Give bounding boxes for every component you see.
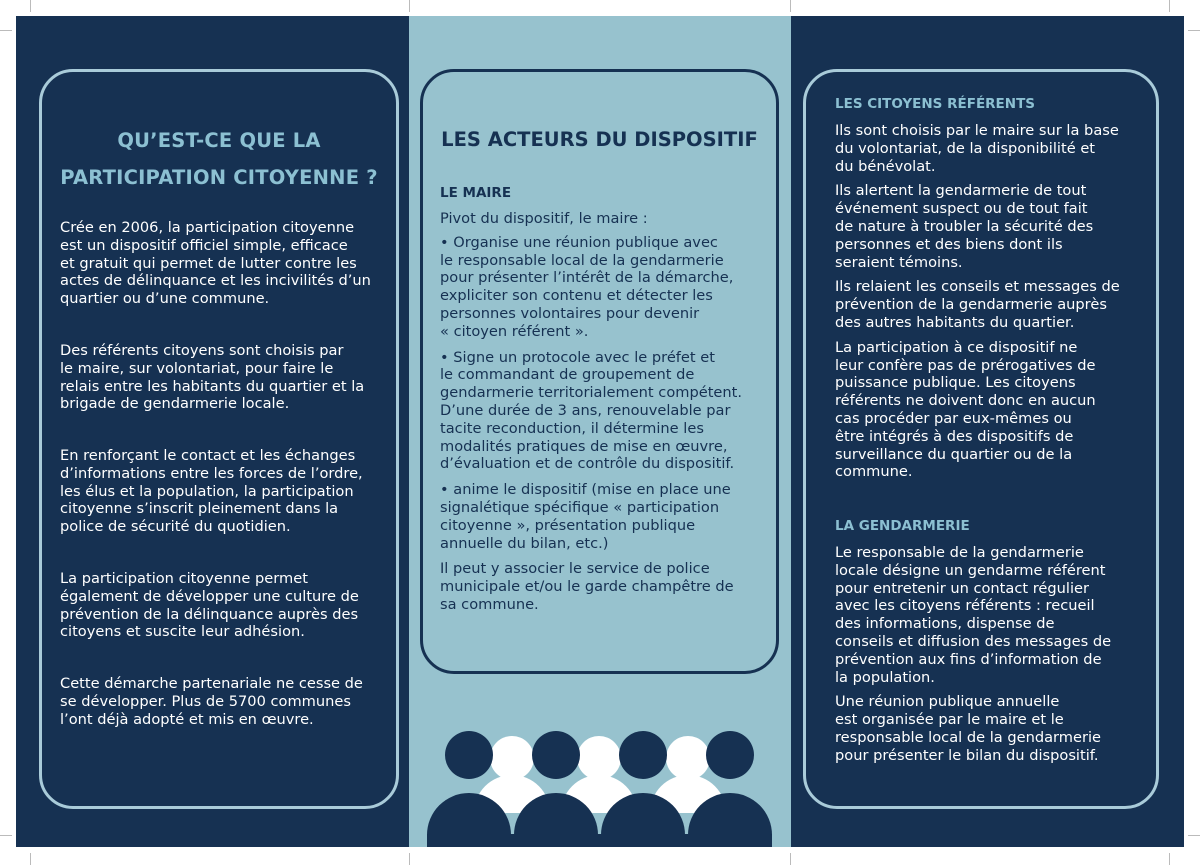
paragraph: Le responsable de la gendarmerie locale désigne un gendarme référent pour entretenir un contact régulier avec les citoyens référents : recueil des informations, dispense de conseils et diffusion des messages de prévention aux fins d’information de la population.: [835, 544, 1112, 686]
crop-mark: [790, 0, 791, 12]
page-title: [39, 122, 399, 196]
paragraph: Cette démarche partenariale ne cesse de se développer. Plus de 5700 communes l’ont déjà adopté et mis en œuvre.: [60, 675, 363, 728]
paragraph: Ils sont choisis par le maire sur la base du volontariat, de la disponibilité et du bénévolat.: [835, 122, 1119, 175]
panel-actors: [409, 16, 791, 847]
crop-mark: [30, 0, 31, 12]
crop-mark: [409, 0, 410, 12]
mayor-intro: Pivot du dispositif, le maire :: [440, 210, 648, 227]
paragraph: Crée en 2006, la participation citoyenne est un dispositif officiel simple, efficace et gratuit qui permet de lutter contre les actes de délinquance et les incivilités d’un quartier ou d’une commune.: [60, 219, 371, 308]
title-line: PARTICIPATION CITOYENNE ?: [60, 166, 378, 189]
intro-text: [60, 447, 390, 536]
crop-mark: [0, 30, 12, 31]
subhead-gendarmerie: LA GENDARMERIE: [835, 518, 970, 534]
crop-mark: [1169, 853, 1170, 865]
crop-mark: [790, 853, 791, 865]
crop-mark: [409, 853, 410, 865]
paragraph: Ils relaient les conseils et messages de prévention de la gendarmerie auprès des autres habitants du quartier.: [835, 278, 1120, 331]
list-item: • Signe un protocole avec le préfet et le commandant de groupement de gendarmerie territorialement compétent. D’une durée de 3 ans, renouvelable par tacite reconduction, il détermine les modalités pratiques de mise en œuvre, d’évaluation et de contrôle du dispositif.: [440, 348, 743, 473]
crowd-people-icon: [409, 727, 791, 847]
subhead-citizens: LES CITOYENS RÉFÉRENTS: [835, 96, 1036, 112]
back-row: [474, 736, 726, 813]
crop-mark: [0, 835, 12, 836]
gendarmerie-section: [835, 518, 1165, 765]
mayor-section: [440, 185, 772, 614]
list-item: • anime le dispositif (mise en place une signalétique spécifique « participation citoyenne », présentation publique annuelle du bilan, etc.): [440, 481, 731, 552]
intro-text: [60, 219, 390, 308]
section-title: LES ACTEURS DU DISPOSITIF: [441, 128, 758, 151]
paragraph: Une réunion publique annuelle est organisée par le maire et le responsable local de la gendarmerie pour présenter le bilan du dispositif.: [835, 693, 1102, 764]
crop-mark: [30, 853, 31, 865]
list-item: • Organise une réunion publique avec le responsable local de la gendarmerie pour présenter l’intérêt de la démarche, expliciter son contenu et détecter les personnes volontaires pour devenir « citoyen référent ».: [440, 233, 734, 340]
citizens-section: [835, 96, 1165, 481]
paragraph: Des référents citoyens sont choisis par le maire, sur volontariat, pour faire le relais entre les habitants du quartier et la brigade de gendarmerie locale.: [60, 342, 365, 413]
paragraph: Ils alertent la gendarmerie de tout événement suspect ou de tout fait de nature à troubler la sécurité des personnes et des biens dont ils seraient témoins.: [835, 182, 1094, 271]
subhead-mayor: LE MAIRE: [440, 185, 512, 201]
intro-text: [60, 570, 390, 641]
title-line: QU’EST-CE QUE LA: [117, 129, 321, 152]
crop-mark: [1188, 30, 1200, 31]
paragraph: En renforçant le contact et les échanges d’informations entre les forces de l’ordre, les élus et la population, la participation citoyenne s’inscrit pleinement dans la police de sécurité du quotidien.: [60, 447, 363, 536]
paragraph: La participation à ce dispositif ne leur confère pas de prérogatives de puissance publique. Les citoyens référents ne doivent donc en aucun cas procéder par eux-mêmes ou être intégrés à des dispositifs de surveillance du quartier ou de la commune.: [835, 338, 1096, 481]
intro-text: [60, 342, 390, 413]
intro-text: [60, 675, 390, 728]
panel-what-is: [16, 16, 409, 847]
closing-text: Il peut y associer le service de police municipale et/ou le garde champêtre de sa commune.: [440, 560, 734, 613]
paragraph: La participation citoyenne permet également de développer une culture de prévention de la délinquance auprès des citoyens et suscite leur adhésion.: [60, 570, 359, 641]
panel-citizens: [791, 16, 1184, 847]
crop-mark: [1169, 0, 1170, 12]
crop-mark: [1188, 835, 1200, 836]
